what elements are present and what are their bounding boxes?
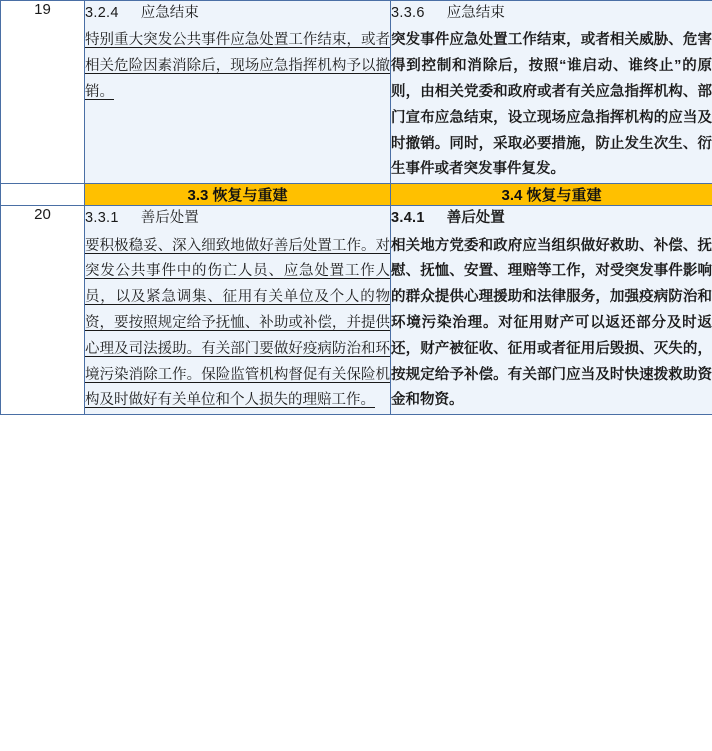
section-heading: [85, 206, 390, 231]
section-body: 要积极稳妥、深入细致地做好善后处置工作。对突发公共事件中的伤亡人员、应急处置工作人员，以及紧急调集、征用有关单位及个人的物资，要按照规定给予抚恤、补助或补偿，并提供心理及司法援助。有关部门要做好疫病防治和环境污染消除工作。保险监管机构督促有关保险机构及时做好有关单位和个人损失的理赔工作。: [85, 237, 390, 409]
section-heading: [391, 1, 712, 26]
row-left-cell: [85, 1, 391, 184]
row-number: 19: [34, 1, 51, 18]
section-title: 善后处置: [140, 210, 199, 227]
section-number: 3.4.1: [391, 210, 425, 227]
section-title: 应急结束: [140, 5, 199, 21]
section-body: 突发事件应急处置工作结束，或者相关威胁、危害得到控制和消除后，按照“谁启动、谁终止”的原则，由相关党委和政府或者有关应急指挥机构、部门宣布应急结束，设立现场应急指挥机构的应当及时撤销。同时，采取必要措施，防止发生次生、衍生事件或者突发事件复发。: [391, 32, 712, 178]
band-right-label: 3.4 恢复与重建: [391, 184, 712, 206]
section-body: 特别重大突发公共事件应急处置工作结束，或者相关危险因素消除后，现场应急指挥机构予以撤销。: [85, 32, 390, 100]
row-right-cell: [391, 206, 712, 415]
table-row: [1, 1, 712, 184]
band-left-label: 3.3 恢复与重建: [85, 184, 391, 206]
row-number-cell: [1, 206, 85, 415]
section-title: 应急结束: [446, 5, 505, 21]
table-row: [1, 206, 712, 415]
section-number: 3.2.4: [85, 5, 119, 21]
section-heading: [391, 206, 712, 231]
row-number: 20: [34, 206, 51, 224]
section-body: 相关地方党委和政府应当组织做好救助、补偿、抚慰、抚恤、安置、理赔等工作，对受突发事件影响的群众提供心理援助和法律服务，加强疫病防治和环境污染治理。对征用财产可以返还部分及时返还，财产被征收、征用或者征用后毁损、灭失的，按规定给予补偿。有关部门应当及时快速拨救助资金和物资。: [391, 237, 712, 409]
section-number: 3.3.1: [85, 210, 119, 227]
row-right-cell: [391, 1, 712, 184]
band-spacer: [1, 184, 85, 206]
section-number: 3.3.6: [391, 5, 425, 21]
section-title: 善后处置: [446, 210, 505, 227]
section-band-row: [1, 184, 712, 206]
row-number-cell: [1, 1, 85, 184]
row-left-cell: [85, 206, 391, 415]
section-heading: [85, 1, 390, 26]
